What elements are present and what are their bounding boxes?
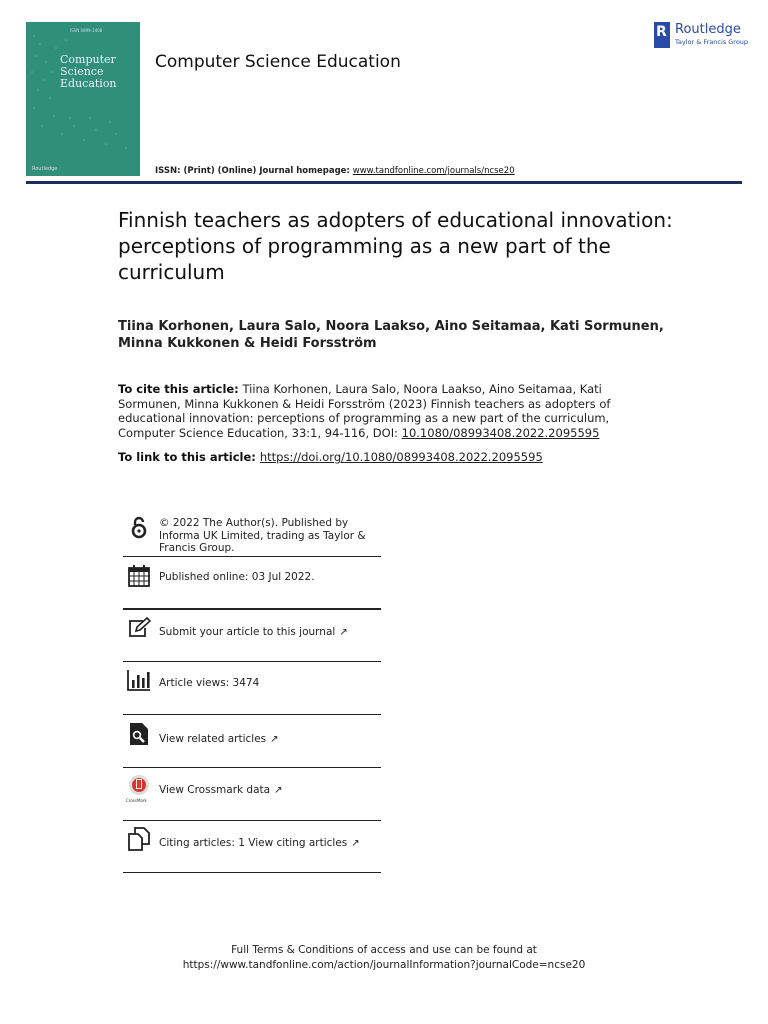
- journal-title: Computer Science Education: [155, 52, 401, 72]
- issn-prefix: ISSN: (Print) (Online) Journal homepage:: [155, 166, 353, 176]
- cover-dot-pattern: [26, 22, 140, 176]
- journal-cover: [26, 22, 140, 176]
- terms-line: Full Terms & Conditions of access and use can be found at: [231, 944, 537, 956]
- edit-icon: [127, 616, 151, 640]
- external-link-icon: ↗: [270, 734, 279, 745]
- routledge-logo: [654, 22, 749, 48]
- divider: [123, 820, 381, 821]
- divider: [123, 767, 381, 768]
- calendar-icon: [127, 564, 151, 588]
- cover-title: Computer Science Education: [60, 53, 117, 90]
- submit-article-row[interactable]: [123, 616, 381, 656]
- journal-homepage-link[interactable]: www.tandfonline.com/journals/ncse20: [352, 166, 515, 176]
- citation-block: [118, 382, 658, 440]
- external-link-icon: ↗: [339, 627, 348, 638]
- divider: [123, 608, 381, 610]
- external-link-icon: ↗: [274, 785, 283, 796]
- divider: [123, 661, 381, 662]
- cover-publisher-logo: Routledge: [32, 166, 58, 172]
- cite-text: Tiina Korhonen, Laura Salo, Noora Laakso, Aino Seitamaa, Kati Sormunen, Minna Kukkonen & Heidi Forsström (2023) Finnish teachers as adopters of educational innovation: perceptions of programming as a new part of the curriculum, Computer Science Education, 33:1, 94-116, DOI:: [118, 382, 611, 440]
- search-document-icon: [127, 722, 151, 746]
- divider: [123, 872, 381, 873]
- divider: [123, 556, 381, 557]
- terms-footer: [0, 943, 768, 973]
- header-rule: [26, 181, 742, 184]
- citing-articles-icon: [127, 827, 151, 851]
- related-articles-row[interactable]: [123, 722, 381, 762]
- open-access-icon: [127, 516, 151, 540]
- routledge-mark-icon: [654, 22, 670, 48]
- article-title: Finnish teachers as adopters of educational innovation: perceptions of programming as a new part of the curriculum: [118, 208, 673, 284]
- external-link-icon: ↗: [351, 838, 360, 849]
- article-authors: Tiina Korhonen, Laura Salo, Noora Laakso, Aino Seitamaa, Kati Sormunen, Minna Kukkonen & Heidi Forsström: [118, 319, 664, 351]
- article-link-line: [118, 450, 543, 464]
- submit-article-link[interactable]: Submit your article to this journal ↗: [159, 626, 348, 638]
- publisher-name: Routledge: [675, 22, 741, 37]
- citing-articles-row[interactable]: [123, 827, 381, 867]
- terms-url[interactable]: https://www.tandfonline.com/action/journalInformation?journalCode=ncse20: [182, 959, 586, 971]
- view-related-articles-link[interactable]: View related articles ↗: [159, 733, 279, 745]
- divider: [123, 714, 381, 715]
- link-label: To link to this article:: [118, 450, 256, 464]
- article-views-text: Article views: 3474: [159, 677, 260, 689]
- publisher-subtitle: Taylor & Francis Group: [675, 38, 749, 46]
- article-doi-link[interactable]: https://doi.org/10.1080/08993408.2022.2095595: [259, 450, 543, 464]
- crossmark-icon-label: CrossMark: [126, 798, 147, 803]
- article-views-row: [123, 668, 381, 708]
- open-access-row: [123, 516, 381, 556]
- cite-label: To cite this article:: [118, 382, 239, 396]
- article-info-list: [123, 510, 381, 880]
- published-row: [123, 564, 381, 604]
- citing-articles-link[interactable]: Citing articles: 1 View citing articles ↗: [159, 837, 360, 849]
- issn-line: [155, 166, 515, 176]
- bar-chart-icon: [127, 668, 151, 692]
- published-date-text: Published online: 03 Jul 2022.: [159, 571, 315, 583]
- cite-doi-link[interactable]: 10.1080/08993408.2022.2095595: [401, 425, 600, 440]
- view-crossmark-link[interactable]: View Crossmark data ↗: [159, 784, 283, 796]
- crossmark-row[interactable]: [123, 774, 381, 814]
- cover-issn-text: ISSN 0899-3408: [70, 28, 103, 33]
- open-access-text: © 2022 The Author(s). Published by Informa UK Limited, trading as Taylor & Francis Group.: [159, 517, 366, 554]
